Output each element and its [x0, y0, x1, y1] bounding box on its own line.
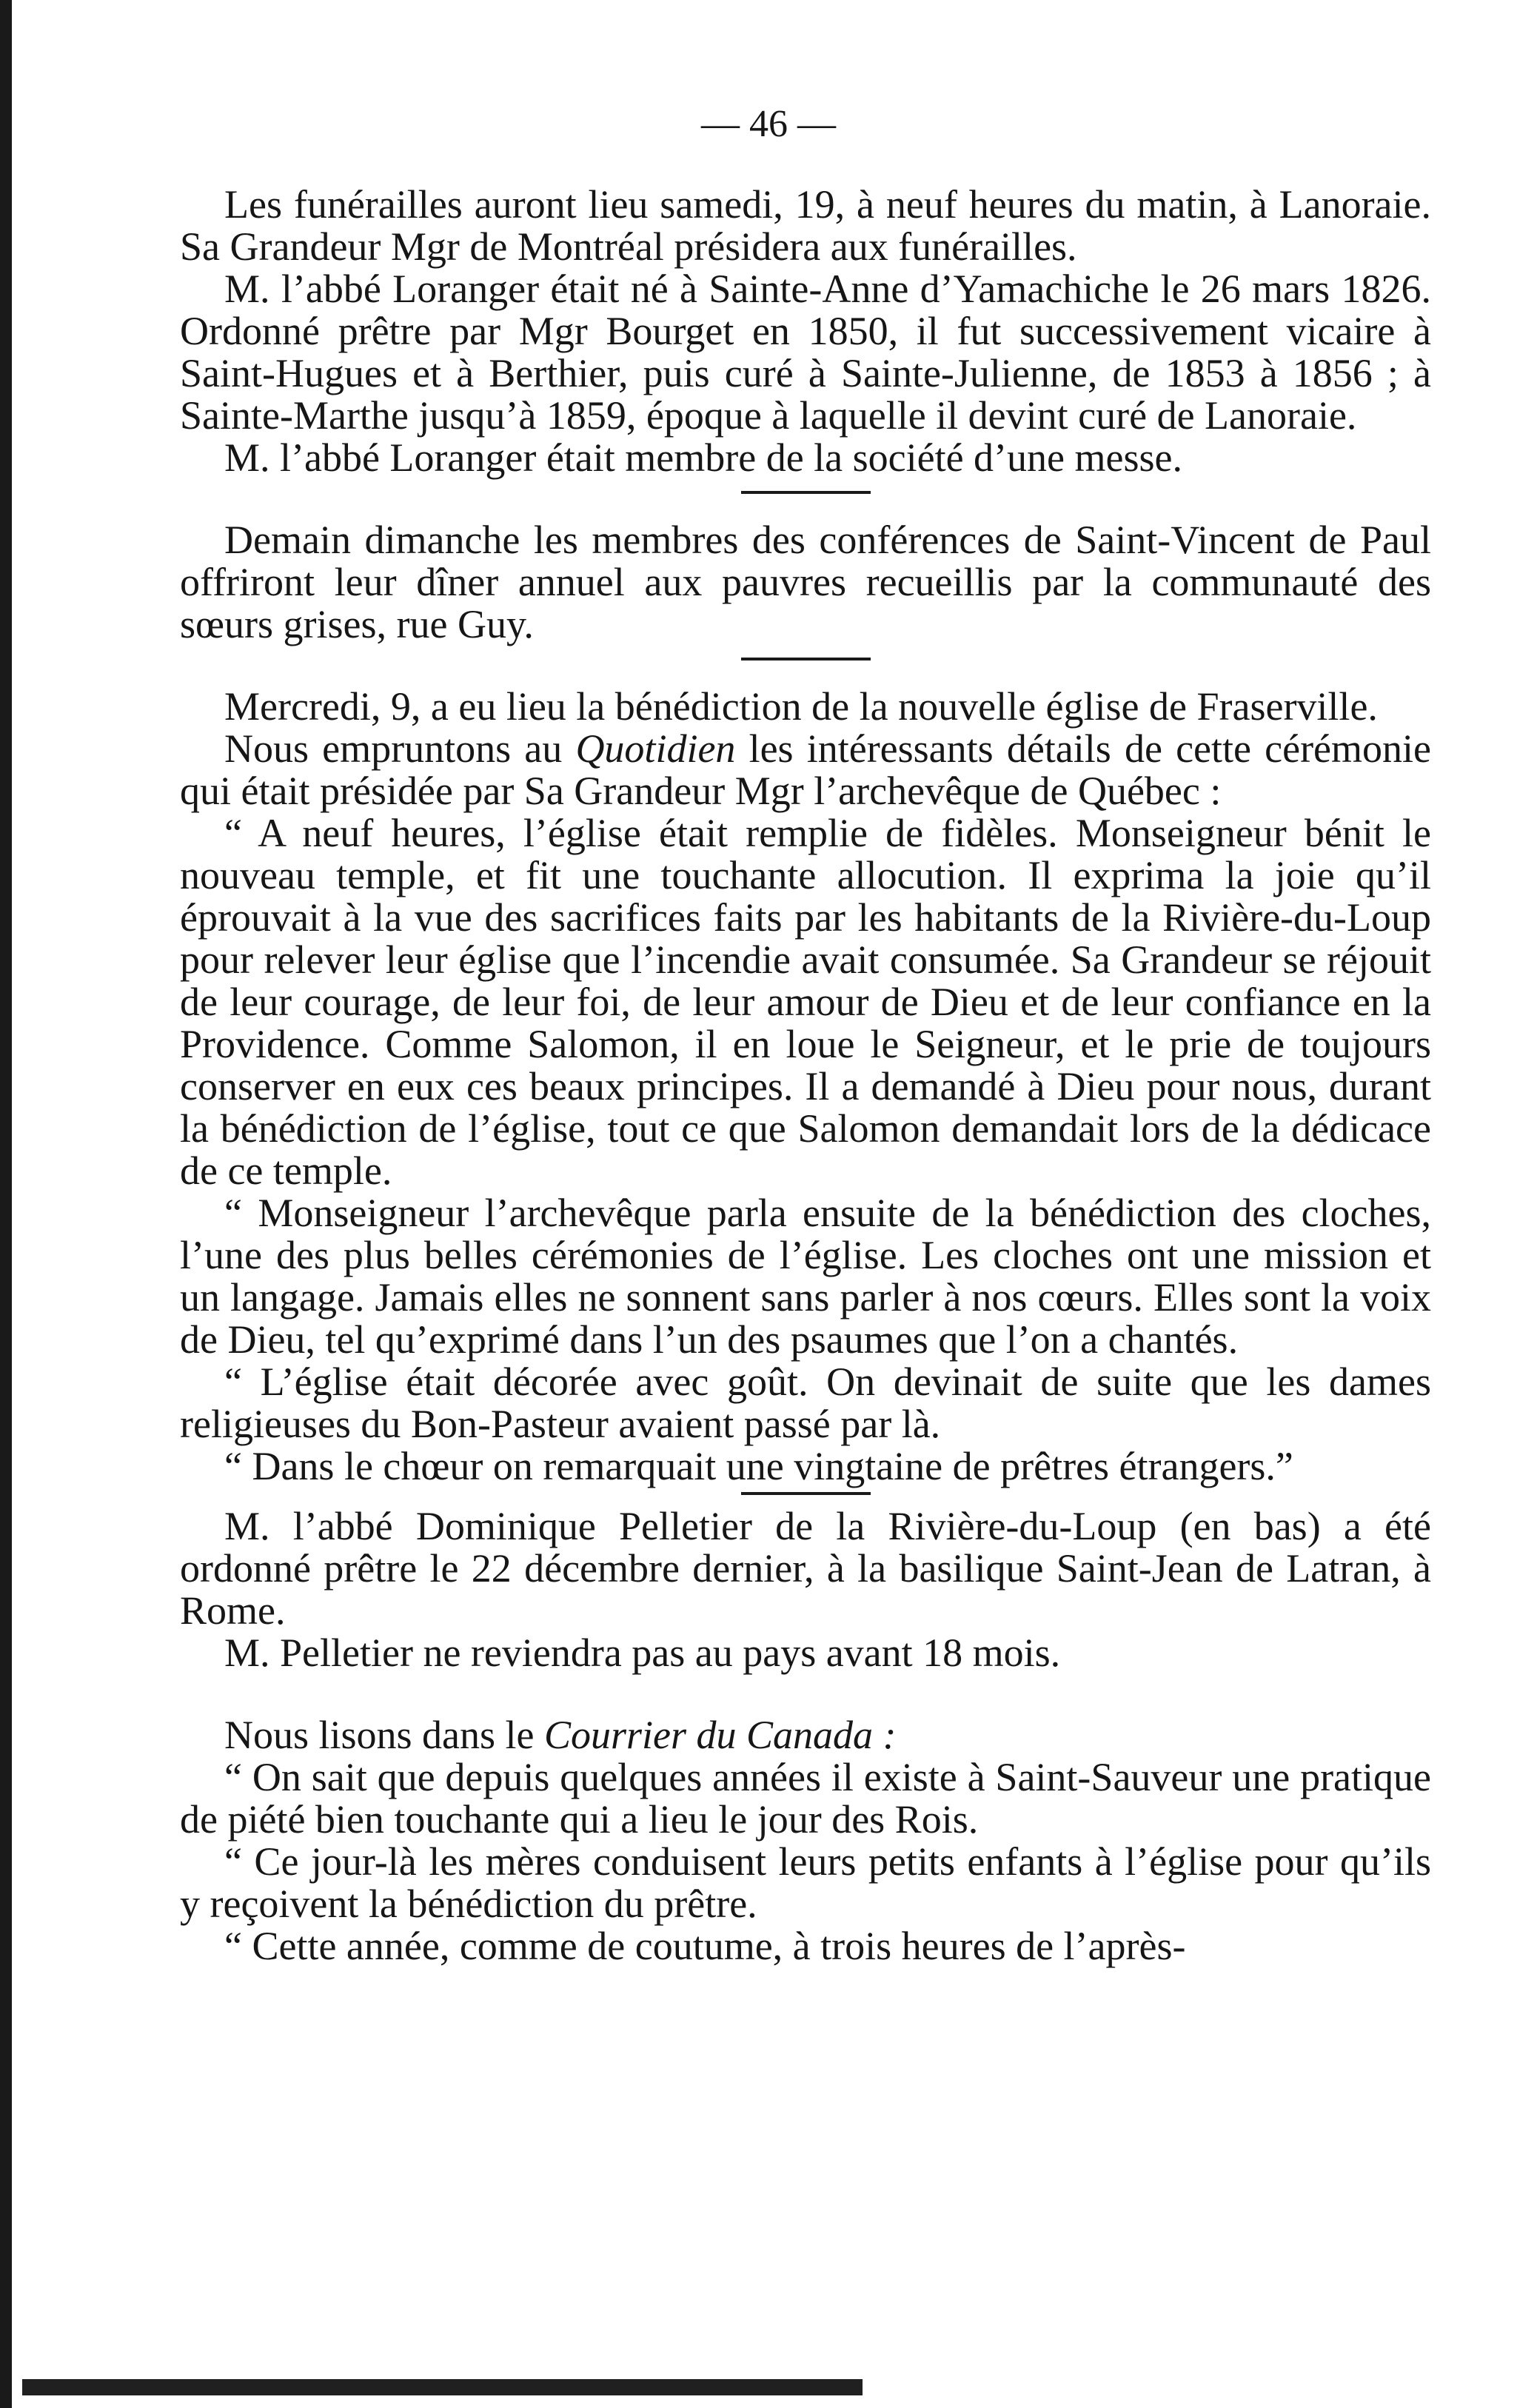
page-number: — 46 — — [701, 103, 836, 145]
paragraph-intro — [180, 1714, 1431, 1756]
bottom-edge-rule — [22, 2379, 863, 2395]
intro-text: les intéressants détails de cette cérémonie qui était présidée par Sa Grandeur Mgr l’archevêque de Québec : — [180, 726, 1431, 813]
paragraph: M. l’abbé Loranger était né à Sainte-Anne d’Yamachiche le 26 mars 1826. Ordonné prêtre par Mgr Bourget en 1850, il fut successivement vicaire à Saint-Hugues et à Berthier, puis curé à Sainte-Julienne, de 1853 à 1856 ; à Sainte-Marthe jusqu’à 1859, époque à laquelle il devint curé de Lanoraie. — [180, 267, 1431, 438]
paragraph: M. l’abbé Loranger était membre de la société d’une messe. — [224, 435, 1182, 480]
separator-rule — [741, 1492, 871, 1495]
source-title: Quotidien — [575, 726, 736, 771]
article-saint-vincent — [180, 519, 1431, 646]
paragraph: M. l’abbé Dominique Pelletier de la Rivière-du-Loup (en bas) a été ordonné prêtre le 22 décembre dernier, à la basilique Saint-Jean de Latran, à Rome. — [180, 1504, 1431, 1633]
separator-rule — [741, 658, 871, 660]
quote-paragraph: “ Monseigneur l’archevêque parla ensuite de la bénédiction des cloches, l’une des plus belles cérémonies de l’église. Les cloches ont une mission et un langage. Jamais elles ne sonnent sans parler à nos cœurs. Elles sont la voix de Dieu, tel qu’exprimé dans l’un des psaumes que l’on a chantés. — [180, 1191, 1431, 1362]
quote-paragraph: “ Dans le chœur on remarquait une vingtaine de prêtres étrangers.” — [224, 1444, 1293, 1488]
quote-paragraph: “ Ce jour-là les mères conduisent leurs petits enfants à l’église pour qu’ils y reçoivent la bénédiction du prêtre. — [180, 1839, 1431, 1926]
binding-edge — [0, 0, 12, 2408]
article-fraserville — [180, 686, 1431, 1488]
quote-paragraph: “ L’église était décorée avec goût. On devinait de suite que les dames religieuses du Bon-Pasteur avaient passé par là. — [180, 1359, 1431, 1446]
paragraph: Les funérailles auront lieu samedi, 19, à neuf heures du matin, à Lanoraie. Sa Grandeur Mgr de Montréal présidera aux funérailles. — [180, 182, 1431, 269]
separator-rule — [741, 491, 871, 494]
article-pelletier — [180, 1505, 1431, 1674]
article-courrier — [180, 1714, 1431, 1967]
text-column — [180, 184, 1431, 1967]
quote-paragraph: “ On sait que depuis quelques années il existe à Saint-Sauveur une pratique de piété bien touchante qui a lieu le jour des Rois. — [180, 1755, 1431, 1842]
paragraph: Demain dimanche les membres des conférences de Saint-Vincent de Paul offriront leur dîner annuel aux pauvres recueillis par la communauté des sœurs grises, rue Guy. — [180, 518, 1431, 646]
paragraph: Mercredi, 9, a eu lieu la bénédiction de la nouvelle église de Fraserville. — [224, 684, 1378, 729]
quote-paragraph: “ Cette année, comme de coutume, à trois heures de l’après- — [224, 1924, 1186, 1968]
intro-text: Nous lisons dans le — [224, 1713, 544, 1757]
paragraph-intro — [180, 728, 1431, 812]
article-funerailles — [180, 184, 1431, 479]
source-title: Courrier du Canada : — [544, 1713, 897, 1757]
intro-text: Nous empruntons au — [224, 726, 576, 771]
quote-paragraph: “ A neuf heures, l’église était remplie de fidèles. Monseigneur bénit le nouveau temple, et fit une touchante allocution. Il exprima la joie qu’il éprouvait à la vue des sacrifices faits par les habitants de la Rivière-du-Loup pour relever leur église que l’incendie avait consumée. Sa Grandeur se réjouit de leur courage, de leur foi, de leur amour de Dieu et de leur confiance en la Providence. Comme Salomon, il en loue le Seigneur, et le prie de toujours conserver en eux ces beaux principes. Il a demandé à Dieu pour nous, durant la bénédiction de l’église, tout ce que Salomon demandait lors de la dédicace de ce temple. — [180, 811, 1431, 1193]
paragraph: M. Pelletier ne reviendra pas au pays avant 18 mois. — [224, 1631, 1061, 1675]
spacer — [180, 1674, 1431, 1714]
